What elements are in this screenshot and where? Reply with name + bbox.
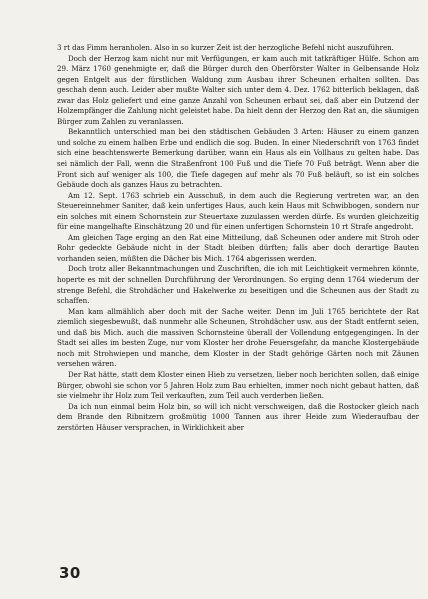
- paragraph-9: Da ich nun einmal beim Holz bin, so will ich nicht verschweigen, daß die Rostocker gleich nach dem Brande den Ribnitzern großmütig 1000 Tannen aus ihrer Heide zum Wiederaufbau der zerstörten Häuser versprachen, in Wirklichkeit aber: [57, 401, 419, 432]
- paragraph-7: Man kam allmählich aber doch mit der Sache weiter. Denn im Juli 1765 berichtete der Rat ziemlich siegesbewußt, daß nunmehr alle Scheunen, Strohdächer usw. aus der Stadt entfernt seien, und daß bis Mich. auch die massiven Schornsteine überall der Vollendung entgegengingen. In der Stadt sei alles im besten Zuge, nur vom Kloster her drohe Feuersgefahr, da manche Klostergebäude noch mit Strohwiepen und manche, dem Kloster in der Stadt gehörige Gärten noch mit Zäunen versehen wären.: [57, 306, 419, 369]
- paragraph-3: Bekanntlich unterschied man bei den städtischen Gebäuden 3 Arten: Häuser zu einem ganzen und solche zu einem halben Erbe und endlich die sog. Buden. In einer Niederschrift von 1763 findet sich eine beachtenswerte Bemerkung darüber, wann ein Haus als ein Vollhaus zu gelten habe. Das sei nämlich der Fall, wenn die Straßenfront 100 Fuß und die Tiefe 70 Fuß beträgt. Wenn aber die Front sich auf weniger als 100, die Tiefe dagegen auf mehr als 70 Fuß beläuft, so ist ein solches Gebäude doch als ganzes Haus zu betrachten.: [57, 127, 419, 190]
- paragraph-8: Der Rat hätte, statt dem Kloster einen Hieb zu versetzen, lieber noch berichten sollen, daß einige Bürger, obwohl sie schon vor 5 Jahren Holz zum Bau erhielten, immer noch nicht gebaut hatten, daß sie vielmehr ihr Holz zum Teil verkauften, zum Teil auch verderben ließen.: [57, 369, 419, 401]
- paragraph-2: Doch der Herzog kam nicht nur mit Verfügungen, er kam auch mit tatkräftiger Hülfe. Schon am 29. März 1760 genehmigte er, daß die Bürger durch den Oberförster Walter in Gelbensande Holz gegen Entgelt aus der fürstlichen Waldung zum Ausbau ihrer Scheunen erhalten sollten. Das geschah denn auch. Leider aber mußte Walter sich unter dem 4. Dez. 1762 bitterlich beklagen, daß zwar das Holz geliefert und eine ganze Anzahl von Scheunen erbaut sei, daß aber ein Dutzend der Holzempfänger die Zahlung nicht geleistet habe. Da hielt denn der Herzog den Rat an, die säumigen Bürger zum Zahlen zu veranlassen.: [57, 53, 419, 126]
- body-text: [57, 43, 419, 433]
- paragraph-6: Doch trotz aller Bekanntmachungen und Zuschriften, die ich mit Leichtigkeit vermehren könnte, hoperte es mit der schnellen Durchführung der Verordnungen. So erging denn 1764 wiederum der strenge Befehl, die Strohdächer und Hakelwerke zu beseitigen und die Scheunen aus der Stadt zu schaffen.: [57, 264, 419, 306]
- paragraph-5: Am gleichen Tage erging an den Rat eine Mitteilung, daß Scheunen oder andere mit Stroh oder Rohr gedeckte Gebäude nicht in der Stadt bleiben dürften; falls aber doch derartige Bauten vorhanden seien, müßten die Dächer bis Mich. 1764 abgerissen werden.: [57, 232, 419, 263]
- paragraph-4: Am 12. Sept. 1763 schrieb ein Ausschuß, in dem auch die Regierung vertreten war, an den Steuereinnehmer Saniter, daß kein unfertiges Haus, auch kein Haus mit Schwibbogen, sondern nur ein solches mit einem Schornstein zur Steuertaxe zuzulassen werden dürfe. Es wurden gleichzeitig für eine mangelhafte Einschätzung 20 und für einen unfertigen Schornstein 10 rt Strafe angedroht.: [57, 190, 419, 232]
- page-number: 30: [59, 564, 81, 582]
- paragraph-1: 3 rt das Fimm heranholen. Also in so kurzer Zeit ist der herzogliche Befehl nicht auszuführen.: [57, 43, 394, 52]
